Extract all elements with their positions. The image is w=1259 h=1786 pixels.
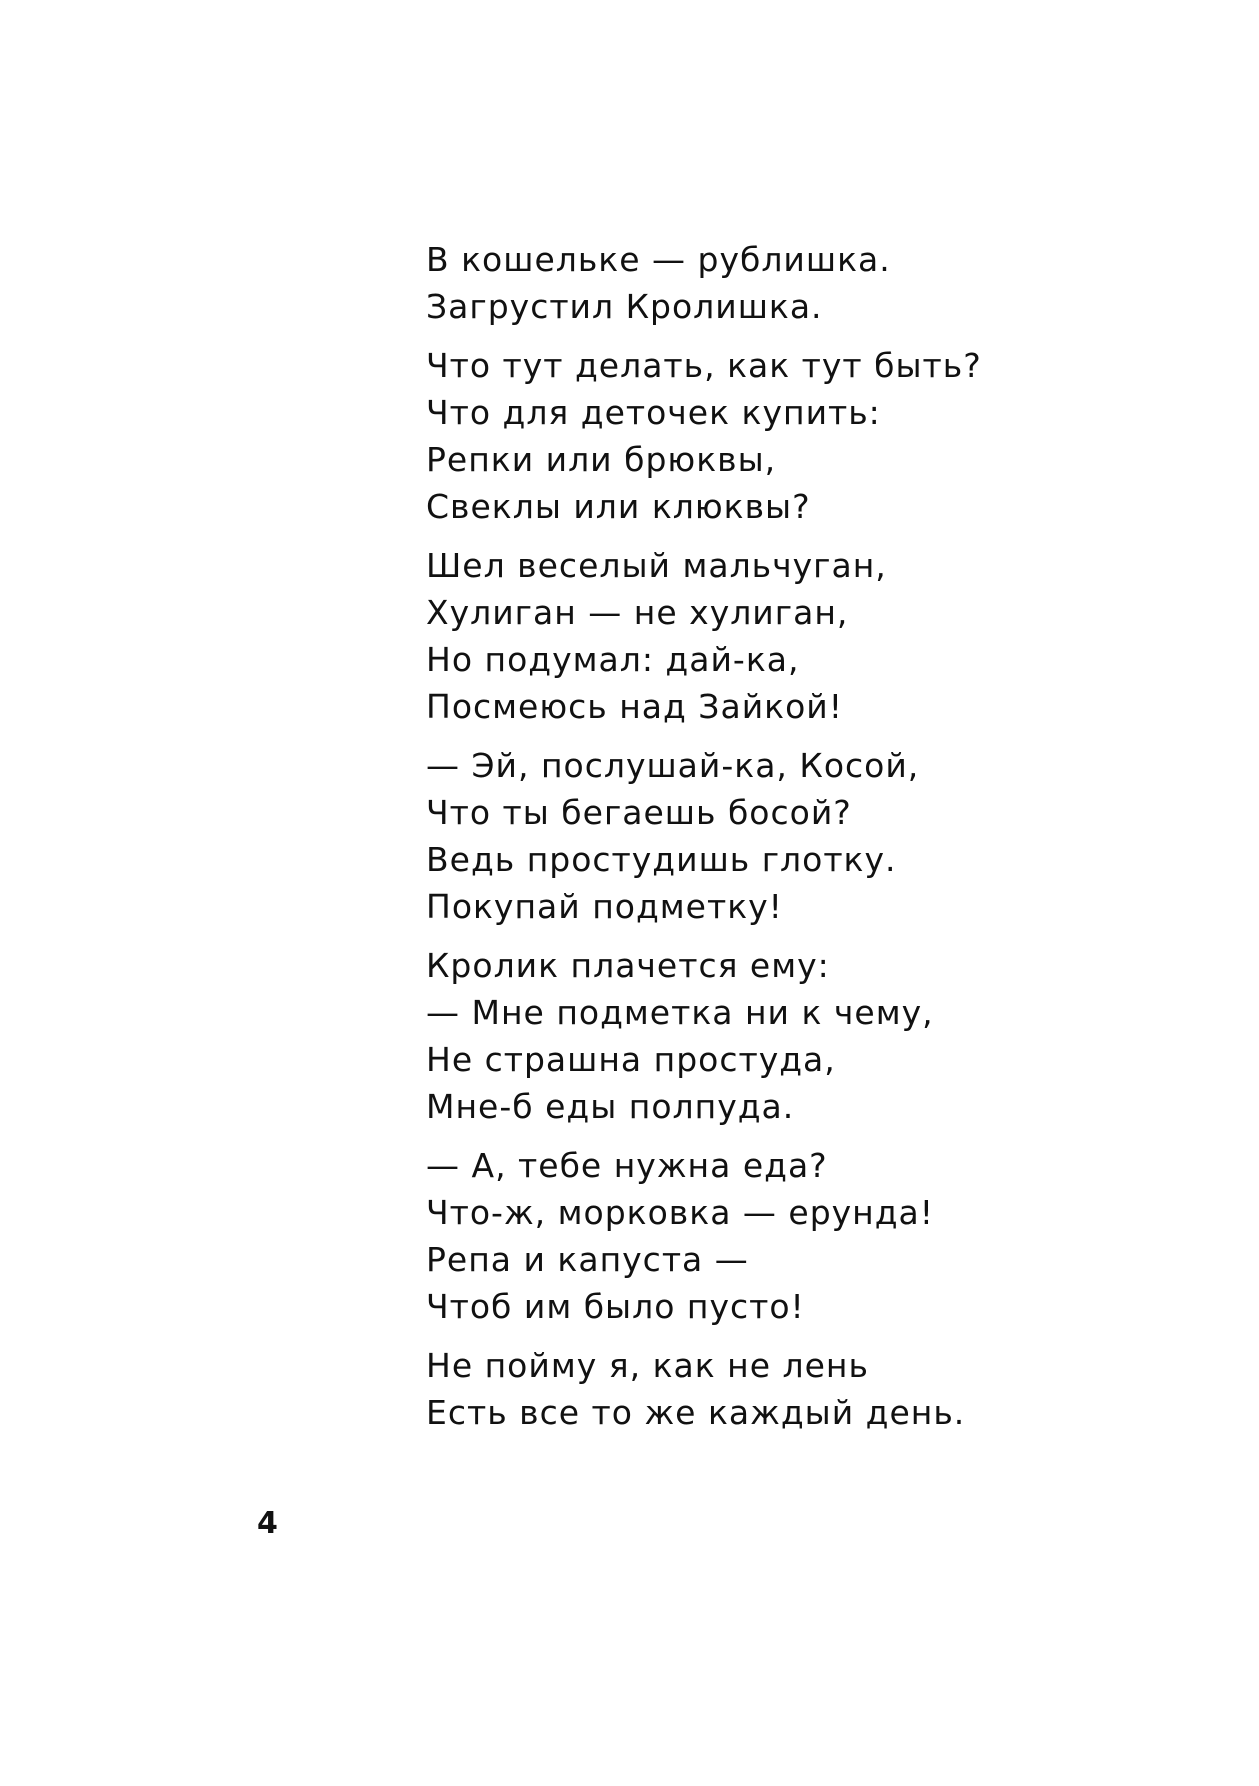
poem-line: Ведь простудишь глотку. (426, 840, 897, 879)
poem-line: Что для деточек купить: (426, 393, 881, 432)
poem-line: Но подумал: дай-ка, (426, 640, 800, 679)
poem-stanza (426, 542, 1066, 730)
poem-line: Хулиган — не хулиган, (426, 593, 849, 632)
poem-line: Кролик плачется ему: (426, 946, 830, 985)
poem-line: Покупай подметку! (426, 887, 783, 926)
poem-stanza (426, 342, 1066, 530)
poem-line: Не пойму я, как не лень (426, 1346, 869, 1385)
poem-line: Свеклы или клюквы? (426, 487, 811, 526)
poem-line: Есть все то же каждый день. (426, 1393, 966, 1432)
poem-line: Мне-б еды полпуда. (426, 1087, 795, 1126)
poem-line: — Мне подметка ни к чему, (426, 993, 934, 1032)
poem-line: — А, тебе нужна еда? (426, 1146, 828, 1185)
poem-line: Не страшна простуда, (426, 1040, 836, 1079)
poem-line: Что тут делать, как тут быть? (426, 346, 982, 385)
poem-line: Что ты бегаешь босой? (426, 793, 852, 832)
poem-line: Что-ж, морковка — ерунда! (426, 1193, 935, 1232)
poem-stanza (426, 1142, 1066, 1330)
page-number: 4 (257, 1506, 278, 1541)
poem-line: Посмеюсь над Зайкой! (426, 687, 843, 726)
poem-line: Репа и капуста — (426, 1240, 749, 1279)
poem-stanza (426, 236, 1066, 330)
poem-line: — Эй, послушай-ка, Косой, (426, 746, 920, 785)
poem-line: Шел веселый мальчуган, (426, 546, 887, 585)
poem-line: Репки или брюквы, (426, 440, 777, 479)
poem-stanza (426, 742, 1066, 930)
poem-stanza (426, 1342, 1066, 1436)
poem-line: В кошельке — рублишка. (426, 240, 891, 279)
poem-line: Загрустил Кролишка. (426, 287, 823, 326)
poem-line: Чтоб им было пусто! (426, 1287, 805, 1326)
poem-text (426, 236, 1066, 1448)
poem-stanza (426, 942, 1066, 1130)
